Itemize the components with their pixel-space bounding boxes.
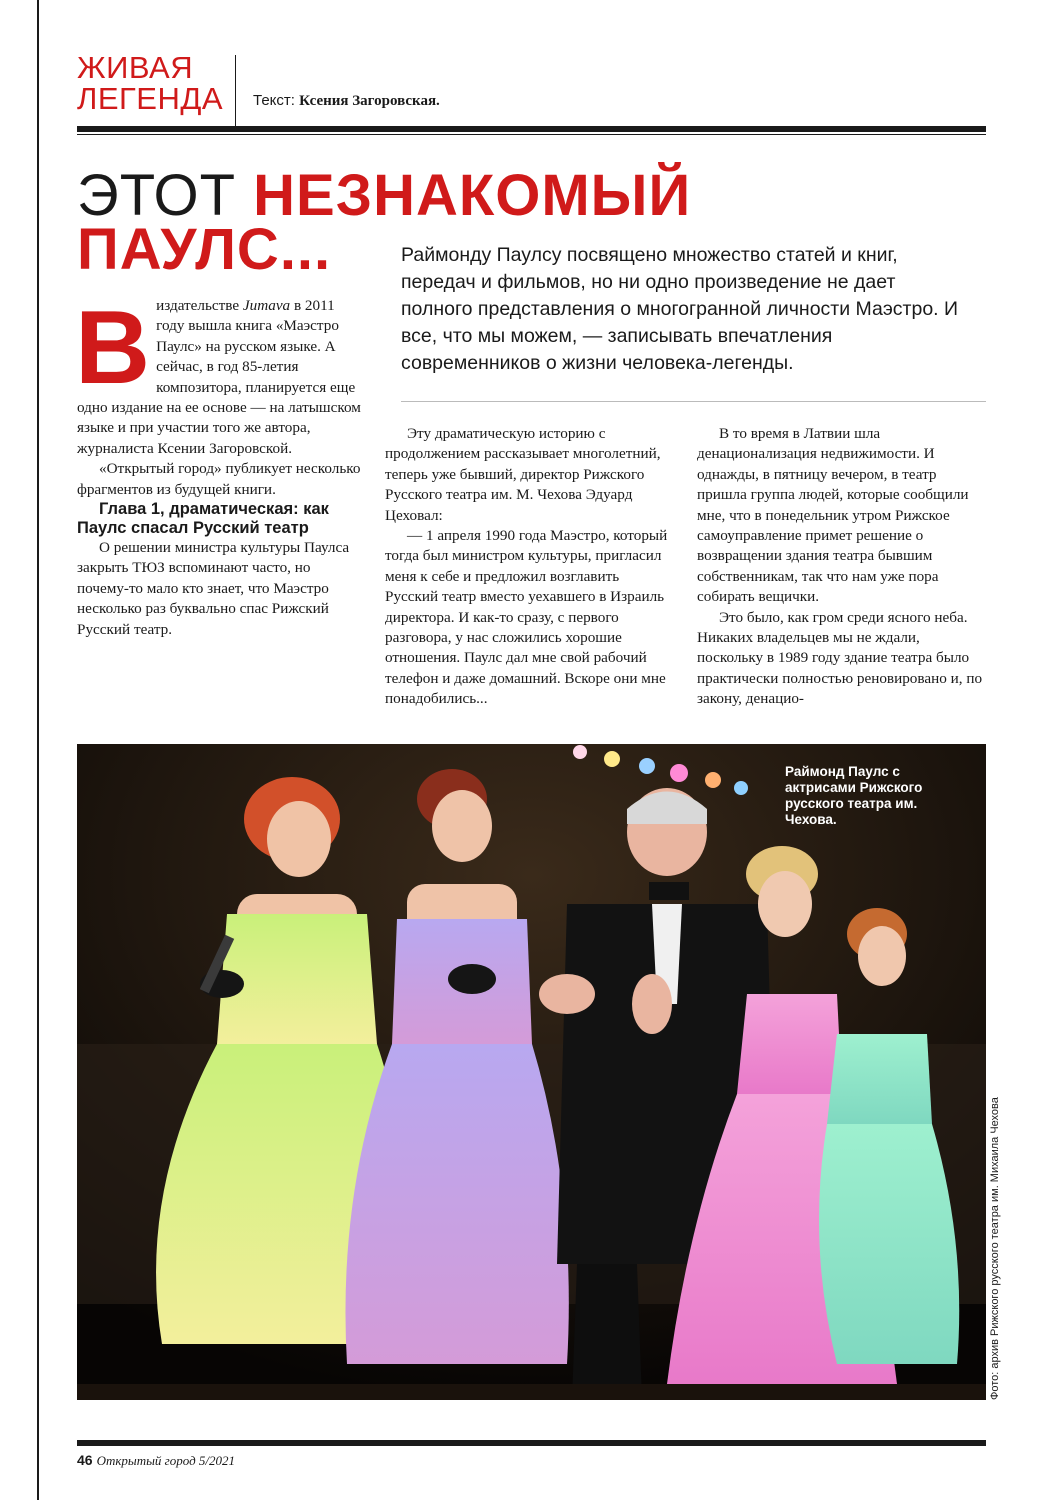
- header-rule-thin: [77, 134, 986, 135]
- page-number: 46: [77, 1452, 93, 1468]
- lead-paragraph: Раймонду Паулсу посвящено множество статей и книг, передач и фильмов, но ни одно произведение не дает полного представления о многогранной личности Маэстро. И все, что мы можем, — записывать впечатления современников о жизни человека-легенды.: [401, 244, 959, 374]
- column-3: [697, 424, 986, 710]
- paragraph: — 1 апреля 1990 года Маэстро, который тогда был министром культуры, пригласил меня к себе и предложил возглавить Русский театр вместо уехавшего в Израиль директора. И как-то сразу, с первого разговора, у нас сложились хорошие отношения. Паулс дал мне свой рабочий телефон и даже домашний. Вскоре они мне понадобились...: [385, 527, 668, 708]
- lead-rule: [401, 401, 986, 402]
- header-rule: [77, 126, 986, 132]
- photo-caption: Раймонд Паулс с актрисами Рижского русского театра им. Чехова.: [785, 764, 923, 827]
- chapter-heading: Глава 1, драматическая: как Паулс спасал Русский театр: [77, 500, 329, 538]
- page-footer: [77, 1452, 235, 1469]
- footer-rule: [77, 1440, 986, 1446]
- byline-label: Текст:: [253, 92, 300, 109]
- paragraph: «Открытый город» публикует несколько фрагментов из будущей книги.: [77, 460, 361, 498]
- intro-text-a: издательстве: [156, 297, 243, 314]
- rubric-divider: [235, 55, 236, 127]
- paragraph: Эту драматическую историю с продолжением рассказывает многолетний, теперь уже бывший, директор Рижского Русского театра им. М. Чехова Эдуард Цеховал:: [385, 425, 661, 524]
- rubric-line-2: ЛЕГЕНДА: [77, 81, 224, 116]
- stage-photo: [77, 744, 986, 1400]
- byline-author: Ксения Загоровская.: [299, 93, 440, 109]
- left-margin-rule: [37, 0, 39, 1500]
- paragraph: О решении министра культуры Паулса закрыть ТЮЗ вспоминают часто, но почему-то мало кто знает, что Маэстро несколько раз буквально спас Рижский Русский театр.: [77, 539, 350, 638]
- column-1: [75, 290, 362, 640]
- headline-word-1: ЭТОТ: [77, 163, 254, 228]
- stage-photo-illustration: [77, 744, 986, 1400]
- intro-paragraph: [75, 290, 362, 459]
- section-rubric: [77, 52, 237, 114]
- headline-line-2: ПАУЛС...: [77, 217, 332, 282]
- drop-cap: В: [75, 290, 151, 406]
- photo-credit: Фото: архив Рижского русского театра им. Михаила Чехова: [989, 1097, 1001, 1400]
- byline: [253, 92, 440, 110]
- publisher-name: Jumava: [242, 297, 291, 314]
- headline-word-2: НЕЗНАКОМЫЙ: [253, 163, 692, 228]
- paragraph: В то время в Латвии шла денационализация недвижимости. И однажды, в пятницу вечером, в театр пришла группа людей, которые сообщили мне, что в понедельник утром Рижское самоуправление примет решение о возвращении здания театра бывшим собственникам, так что нам уже пора собирать вещички.: [697, 425, 969, 606]
- paragraph: Это было, как гром среди ясного неба. Никаких владельцев мы не ждали, поскольку в 1989 году здание театра было практически полностью реновировано и, по закону, денацио-: [697, 608, 983, 708]
- rubric-line-1: ЖИВАЯ: [77, 50, 194, 85]
- column-2: [385, 424, 671, 710]
- intro-text-b: в 2011 году вышла книга «Маэстро Паулс» на русском языке. А сейчас, в год 85-летия композитора, планируется еще одно издание на ее основе — на латышском языке и при участии того же автора, журналиста Ксении Загоровской.: [77, 297, 361, 457]
- magazine-issue: Открытый город 5/2021: [96, 1453, 236, 1468]
